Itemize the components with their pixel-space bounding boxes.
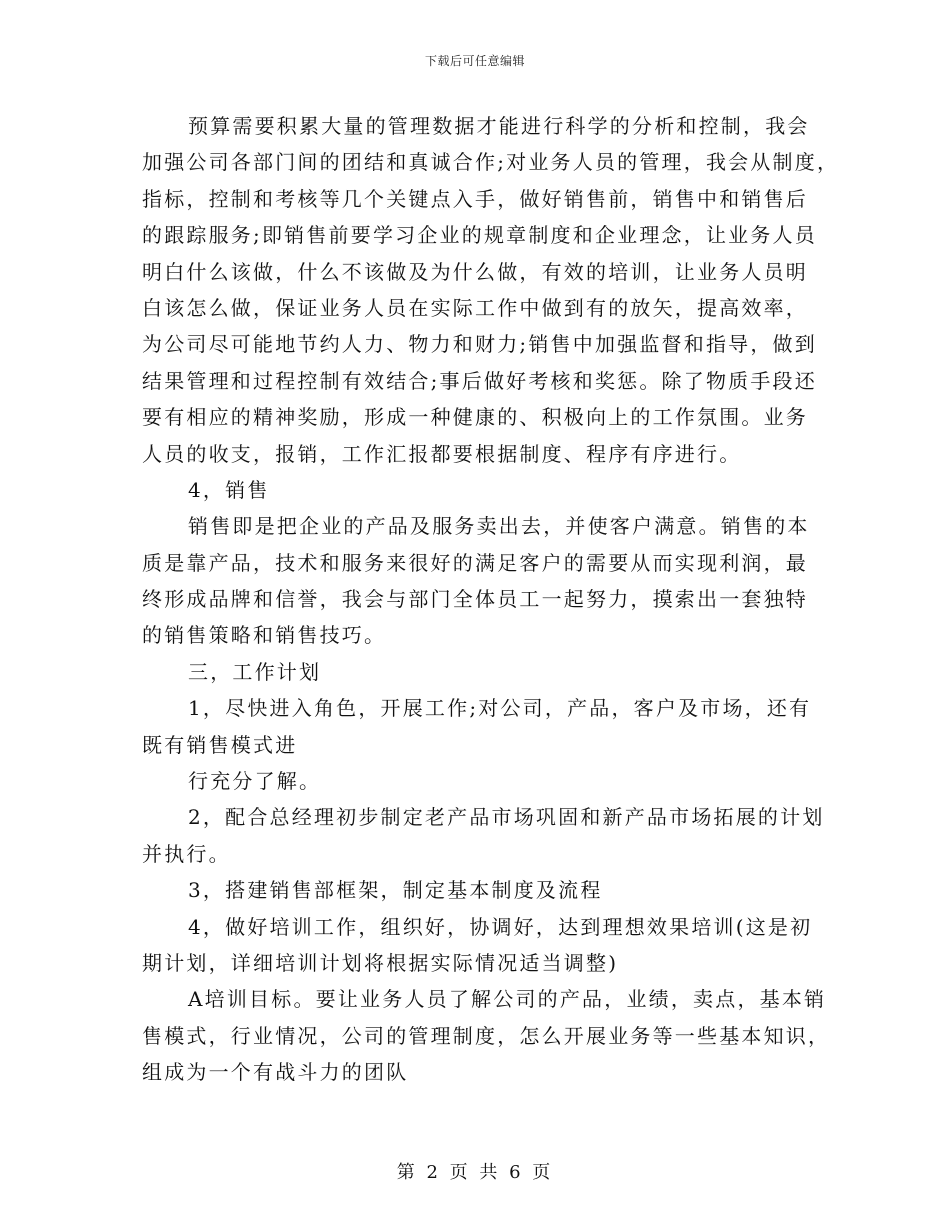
text-line: 终形成品牌和信誉，我会与部门全体员工一起努力，摸索出一套独特 [142,587,808,612]
text-line: 组成为一个有战斗力的团队 [142,1060,409,1085]
text-line: 并执行。 [142,841,231,866]
text-line: 要有相应的精神奖励，形成一种健康的、积极向上的工作氛围。业务 [142,405,808,430]
text-line: 期计划，详细培训计划将根据实际情况适当调整) [142,950,619,975]
text-line: 结果管理和过程控制有效结合;事后做好考核和奖惩。除了物质手段还 [142,368,817,393]
page-number-footer: 第 2 页 共 6 页 [396,1162,554,1183]
text-line: 指标，控制和考核等几个关键点入手，做好销售前，销售中和销售后 [142,186,808,211]
section-heading: 三，工作计划 [188,659,322,684]
text-line: 明白什么该做，什么不该做及为什么做，有效的培训，让业务人员明 [142,259,808,284]
page-header: 下载后可任意编辑 [424,54,525,68]
text-line: 质是靠产品，技术和服务来很好的满足客户的需要从而实现利润，最 [142,550,808,575]
text-line: 白该怎么做，保证业务人员在实际工作中做到有的放矢，提高效率， [142,295,808,320]
text-line: 为公司尽可能地节约人力、物力和财力;销售中加强监督和指导，做到 [142,332,817,357]
section-heading: 4，销售 [188,477,270,502]
list-item: 3，搭建销售部框架，制定基本制度及流程 [188,878,603,903]
text-line: 人员的收支，报销，工作汇报都要根据制度、程序有序进行。 [142,441,742,466]
text-line: 的跟踪服务;即销售前要学习企业的规章制度和企业理念，让业务人员 [142,223,817,248]
list-item: 1，尽快进入角色，开展工作;对公司，产品，客户及市场，还有 [188,696,812,721]
list-item: 2，配合总经理初步制定老产品市场巩固和新产品市场拓展的计划 [188,805,825,830]
text-line: 行充分了解。 [188,769,322,794]
text-line: 售模式，行业情况，公司的管理制度，怎么开展业务等一些基本知识， [142,1023,831,1048]
text-line: 既有销售模式进 [142,732,298,757]
text-line: 销售即是把企业的产品及服务卖出去，并使客户满意。销售的本 [188,514,810,539]
list-item: A培训目标。要让业务人员了解公司的产品，业绩，卖点，基本销 [188,987,827,1012]
document-body [142,108,840,1091]
text-line: 预算需要积累大量的管理数据才能进行科学的分析和控制，我会 [188,114,810,138]
list-item: 4，做好培训工作，组织好，协调好，达到理想效果培训(这是初 [188,914,813,939]
text-line: 加强公司各部门间的团结和真诚合作;对业务人员的管理，我会从制度， [142,150,840,175]
text-line: 的销售策略和销售技巧。 [142,623,387,648]
